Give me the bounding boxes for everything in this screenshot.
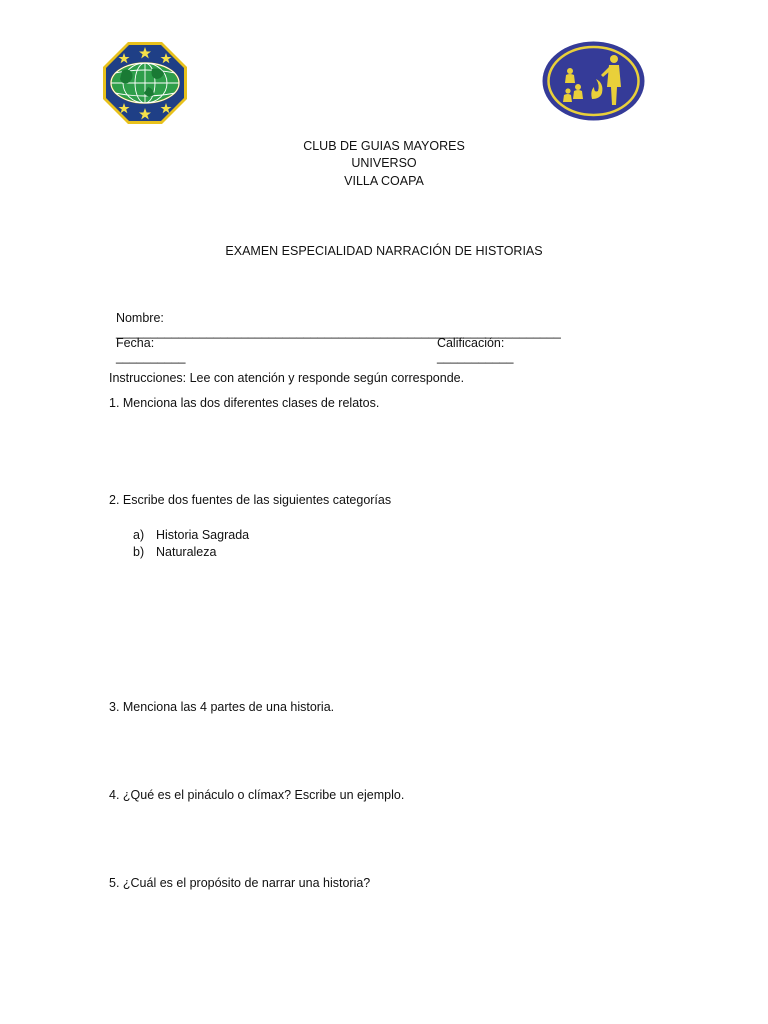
calificacion-field[interactable] xyxy=(430,322,513,364)
club-title: CLUB DE GUIAS MAYORES xyxy=(303,139,465,153)
question-3: 3. Menciona las 4 partes de una historia. xyxy=(109,700,335,714)
fecha-field[interactable] xyxy=(109,322,185,364)
nombre-blank[interactable]: ________________________________________________________________ xyxy=(115,325,561,339)
list-marker: b) xyxy=(133,545,145,559)
list-item-text: Historia Sagrada xyxy=(156,528,250,542)
calificacion-label: Calificación: xyxy=(436,336,505,350)
fecha-label: Fecha: xyxy=(115,336,155,350)
instructions: Instrucciones: Lee con atención y responde según corresponde. xyxy=(109,371,465,385)
question-1: 1. Menciona las dos diferentes clases de relatos. xyxy=(109,396,380,410)
club-emblem-icon xyxy=(102,41,188,125)
list-item-text: Naturaleza xyxy=(156,545,217,559)
list-item xyxy=(133,545,216,559)
club-name: UNIVERSO xyxy=(351,156,417,170)
calificacion-blank[interactable]: ___________ xyxy=(436,350,514,364)
list-item xyxy=(133,528,249,542)
question-5: 5. ¿Cuál es el propósito de narrar una historia? xyxy=(109,876,371,890)
fecha-blank[interactable]: __________ xyxy=(115,350,186,364)
list-marker: a) xyxy=(133,528,145,542)
exam-title: EXAMEN ESPECIALIDAD NARRACIÓN DE HISTORIAS xyxy=(225,244,543,258)
question-4: 4. ¿Qué es el pináculo o clímax? Escribe un ejemplo. xyxy=(109,788,405,802)
storytelling-patch-icon xyxy=(542,41,645,121)
nombre-label: Nombre: xyxy=(115,311,164,325)
club-location: VILLA COAPA xyxy=(344,174,424,188)
question-2: 2. Escribe dos fuentes de las siguientes categorías xyxy=(109,493,392,507)
